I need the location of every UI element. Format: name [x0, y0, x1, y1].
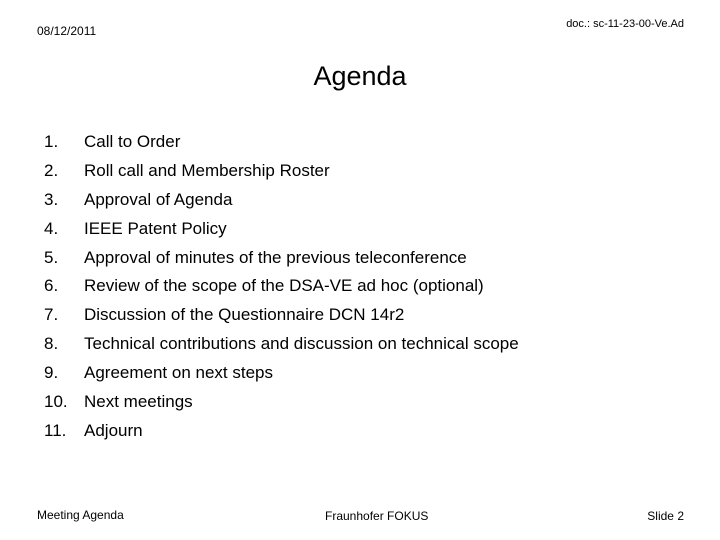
agenda-item-11 [44, 417, 519, 446]
agenda-item-8 [44, 330, 519, 359]
agenda-item-number: 2. [44, 160, 59, 180]
agenda-item-6 [44, 272, 519, 301]
agenda-item-text: Technical contributions and discussion on technical scope [84, 334, 519, 354]
agenda-item-7 [44, 301, 519, 330]
agenda-item-text: Next meetings [84, 392, 193, 412]
footer-organization: Fraunhofer FOKUS [325, 509, 429, 523]
agenda-item-text: Roll call and Membership Roster [84, 160, 330, 180]
agenda-item-text: Review of the scope of the DSA-VE ad hoc (optional) [84, 276, 484, 296]
agenda-item-number: 1. [44, 132, 59, 151]
slide-title: Agenda [313, 61, 407, 91]
agenda-item-text: Approval of minutes of the previous teleconference [84, 247, 467, 267]
agenda-item-3 [44, 186, 519, 215]
agenda-item-number: 7. [44, 305, 59, 325]
agenda-item-1 [44, 128, 519, 157]
agenda-item-4 [44, 215, 519, 244]
agenda-item-number: 10. [44, 392, 68, 412]
agenda-item-number: 8. [44, 334, 59, 354]
agenda-item-number: 11. [44, 420, 67, 440]
header-date: 08/12/2011 [37, 24, 97, 38]
slide-number: Slide 2 [647, 509, 684, 523]
document-id: doc.: sc-11-23-00-Ve.Ad [566, 18, 684, 30]
agenda-item-5 [44, 244, 519, 273]
agenda-list [44, 128, 519, 446]
agenda-item-text: IEEE Patent Policy [84, 218, 227, 238]
agenda-item-9 [44, 359, 519, 388]
agenda-item-number: 3. [44, 189, 59, 209]
footer-title: Meeting Agenda [37, 508, 124, 522]
agenda-item-text: Agreement on next steps [84, 363, 274, 383]
agenda-item-text: Discussion of the Questionnaire DCN 14r2 [84, 305, 405, 325]
agenda-item-number: 9. [44, 363, 59, 383]
agenda-item-number: 4. [44, 218, 59, 238]
agenda-item-text: Call to Order [84, 132, 181, 151]
agenda-item-2 [44, 157, 519, 186]
agenda-item-number: 6. [44, 276, 59, 296]
agenda-item-text: Approval of Agenda [84, 189, 233, 209]
agenda-item-10 [44, 388, 519, 417]
agenda-item-text: Adjourn [84, 420, 143, 440]
agenda-item-number: 5. [44, 247, 59, 267]
